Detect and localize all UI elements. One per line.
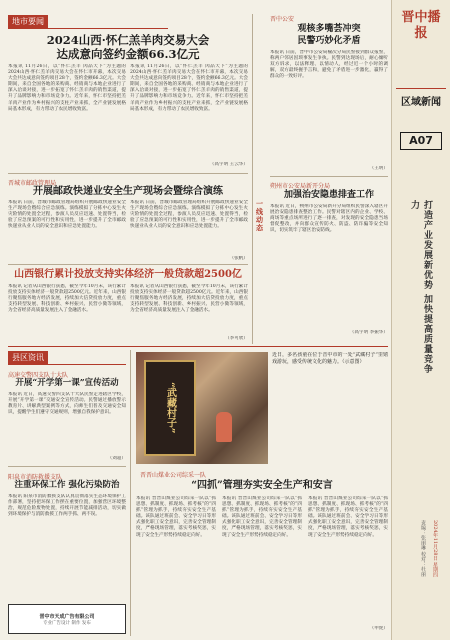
side-editor-box xyxy=(420,520,432,630)
section-header-local xyxy=(8,14,168,29)
slogan-text: 打造产业发展新优势 加快提高质量竞争力 xyxy=(409,200,432,375)
headline-a2: 开展邮政快递业安全生产现场会暨综合演练 xyxy=(33,186,223,197)
byline-a1: （高宇明 王云华） xyxy=(209,162,248,167)
headline-a5: 观核多嘴荟冲突 xyxy=(297,24,361,34)
byline-a5: （王明） xyxy=(369,166,388,171)
masthead-logo: 晋中播报 xyxy=(401,10,441,41)
body-a2-col1: 本报讯 日前，晋城市邮政管理局组织开展邮政快递业安全生产现场会暨综合应急演练。演练模拟了分拣中心发生火灾险情的处置全过程，参演人员反应迅速、处置得当，检验了应急预案的可行性和实用性，进一步提升了全市邮政快递业从业人员的安全意识和应急处置能力。 xyxy=(8,200,126,230)
section-header-county xyxy=(8,350,126,365)
photo-sign-text: “武藏村子” xyxy=(164,382,176,434)
photo-caption: 近日，多名孩童在位于晋中市的一处“武藏村子”里嬉戏游玩，感受传统文化的魅力。（示意图） xyxy=(272,352,388,365)
body-a2-col2: 本报讯 日前，晋城市邮政管理局组织开展邮政快递业安全生产现场会暨综合应急演练。演练模拟了分拣中心发生火灾险情的处置全过程，参演人员反应迅速、处置得当，检验了应急预案的可行性和实用性，进一步提升了全市邮政快递业从业人员的安全意识和应急处置能力。 xyxy=(130,200,248,230)
kicker-a5: 晋中公安 xyxy=(270,16,295,23)
section-title: 区域新闻 xyxy=(401,97,441,108)
headline-a7: 注重环保工作 强化污染防治 xyxy=(14,480,120,490)
headline-a1: 2024山西·怀仁羔羊肉交易大会 xyxy=(46,33,210,47)
kicker-a8: 晋晋山煤业公司综采一队 xyxy=(140,472,207,479)
subheadline-a5: 民警巧妙化矛盾 xyxy=(297,36,361,46)
headline-a8: “四抓”管理夯实安全生产和安言 xyxy=(191,480,333,491)
body-a5: 本报讯 日前，晋中市公安局榆次分局民警接到群众报警，称两户邻居因琐事发生争执。民警到达现场后，耐心倾听双方诉求，以法释理、以情动人，经过近一个小时的调解，双方最终握手言和，避免了矛盾进一步激化，赢得了群众的一致好评。 xyxy=(270,50,388,80)
slogan-box xyxy=(408,200,438,380)
kicker-a7: 阳泉市消防救援支队 xyxy=(8,474,63,481)
body-a7: 本报讯 阳泉市消防救援支队认真贯彻落实生态环境保护工作部署，坚持把环保工作摆在重要位置，加强营区环境整治，规范危险废物处置，持续开展节能减排活动，切实做到环境保护与消防救援工作两手抓、两不误。 xyxy=(8,494,126,518)
byline-a4: （高宇明 李振华） xyxy=(349,330,388,335)
body-a3-col2: 本报讯 记者从山西银行获悉，截至今年10月末，该行累计投放支持实体经济一般贷款超2500亿元。近年来，山西银行聚焦服务地方经济发展，持续加大信贷投放力度，重点支持转型发展、科技创新、乡村振兴、民营小微等领域，为全省经济高质量发展注入了金融活水。 xyxy=(130,284,248,314)
news-photo xyxy=(136,352,268,464)
headline-a6: 开展“开学第一课”宣传活动 xyxy=(15,378,119,388)
side-editors: 责编：张丽琳 校对：杜丽 xyxy=(420,520,426,577)
kicker-a2: 晋城市邮政管理局 xyxy=(8,180,57,187)
byline-a3: （李可欣） xyxy=(225,336,248,341)
masthead-sidebar xyxy=(391,0,450,640)
byline-a6: （刘超） xyxy=(107,456,126,461)
ad-line2: 专业广告设计 制作 发布 xyxy=(43,620,91,626)
page-number: A07 xyxy=(400,132,442,150)
byline-a8: （申虎） xyxy=(369,626,388,631)
body-a8-col3: 本报讯 晋晋山煤业公司综采一队以“抓思想、抓制度、抓现场、抓考核”的“四抓”管理为抓手，持续夯实安全生产基础。该队通过班前会、安全学习日等形式强化职工安全意识，完善安全管理制度，严格现场管理，落实考核奖惩，实现了安全生产形势持续稳定向好。 xyxy=(308,496,388,538)
body-a4: 本报讯 近日，朔州市公安局新开分局组织民警深入辖区开展治安隐患排查整治工作。民警对辖区内的企业、学校、商场等重点场所进行了逐一排查，对发现的安全隐患当场督促整改，并向群众宣传防火、防盗、防诈骗等安全知识，切实筑牢了辖区治安防线。 xyxy=(270,204,388,234)
body-a8-col1: 本报讯 晋晋山煤业公司综采一队以“抓思想、抓制度、抓现场、抓考核”的“四抓”管理为抓手，持续夯实安全生产基础。该队通过班前会、安全学习日等形式强化职工安全意识，完善安全管理制度，严格现场管理，落实考核奖惩，实现了安全生产形势持续稳定向好。 xyxy=(136,496,216,538)
byline-a2: （张帆） xyxy=(229,256,248,261)
ad-line1: 晋中市天成广告有限公司 xyxy=(39,613,95,620)
body-a6: 本报讯 近日，高速交警四支队十大队民警走进辖区学校，开展“开学第一课”交通安全宣传活动。民警通过播放警示教育片、讲解典型案例等方式，向师生们普及交通安全知识，提醒学生们遵守交通规则，增强自我保护意识。 xyxy=(8,392,126,416)
advertisement xyxy=(8,604,126,634)
headline-a4: 加强治安隐患排查工作 xyxy=(283,190,374,200)
side-date-box xyxy=(432,520,444,630)
section-tag-local: 地市要闻 xyxy=(8,15,48,28)
headline-a3: 山西银行累计投放支持实体经济一般贷款超2500亿 xyxy=(14,269,242,280)
kicker-a6: 高速交警四支队十大队 xyxy=(8,372,69,379)
subheadline-a1: 达成意向签约金额66.3亿元 xyxy=(56,47,200,61)
side-date: 2024年11月28日 星期四 xyxy=(432,520,438,578)
kicker-a4: 朔州市公安局新开分局 xyxy=(270,183,331,190)
photo-child xyxy=(216,412,232,442)
body-a8-col2: 本报讯 晋晋山煤业公司综采一队以“抓思想、抓制度、抓现场、抓考核”的“四抓”管理为抓手，持续夯实安全生产基础。该队通过班前会、安全学习日等形式强化职工安全意识，完善安全管理制度，严格现场管理，落实考核奖惩，实现了安全生产形势持续稳定向好。 xyxy=(222,496,302,538)
body-a1-col2: 本报讯 11月26日，以“怀仁羔羊 肉品天下”为主题的2024山西·怀仁羔羊肉交易大会在怀仁市开幕，本次交易大会共达成意向签约项目28个，签约金额66.3亿元。大会期间，来自全国各地的采购商、经销商与本地企业进行了深入洽谈对接，进一步拓宽了怀仁羔羊肉的销售渠道，提升了品牌影响力和市场竞争力。近年来，怀仁市坚持把羔羊肉产业作为乡村振兴的支柱产业来抓，全产业链发展格局基本形成，有力带动了农民增收致富。 xyxy=(130,64,248,112)
body-a1-col1: 本报讯 11月26日，以“怀仁羔羊 肉品天下”为主题的2024山西·怀仁羔羊肉交易大会在怀仁市开幕，本次交易大会共达成意向签约项目28个，签约金额66.3亿元。大会期间，来自全国各地的采购商、经销商与本地企业进行了深入洽谈对接，进一步拓宽了怀仁羔羊肉的销售渠道，提升了品牌影响力和市场竞争力。近年来，怀仁市坚持把羔羊肉产业作为乡村振兴的支柱产业来抓，全产业链发展格局基本形成，有力带动了农民增收致富。 xyxy=(8,64,126,112)
xian-line-tag: 一线动态 xyxy=(256,199,263,232)
section-tag-county: 县区资讯 xyxy=(8,351,48,364)
photo-sign-board xyxy=(144,360,196,456)
body-a3-col1: 本报讯 记者从山西银行获悉，截至今年10月末，该行累计投放支持实体经济一般贷款超2500亿元。近年来，山西银行聚焦服务地方经济发展，持续加大信贷投放力度，重点支持转型发展、科技创新、乡村振兴、民营小微等领域，为全省经济高质量发展注入了金融活水。 xyxy=(8,284,126,314)
